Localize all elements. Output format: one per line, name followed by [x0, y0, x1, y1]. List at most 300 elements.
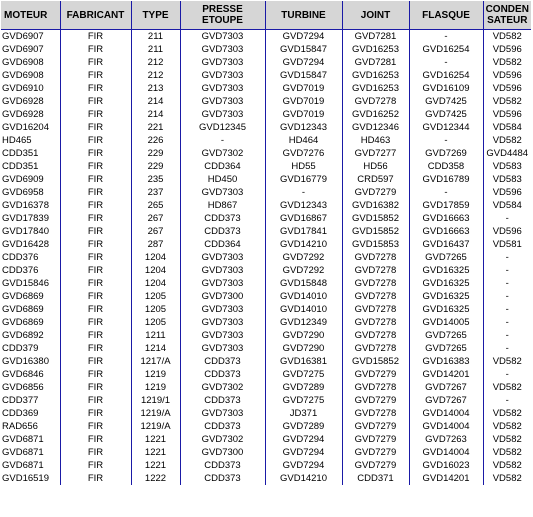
cell-type: 1204 — [131, 264, 180, 277]
cell-turbine: GVD7294 — [265, 56, 342, 69]
cell-type: 1222 — [131, 472, 180, 485]
cell-presse: CDD373 — [180, 459, 265, 472]
cell-moteur: GVD16378 — [2, 200, 50, 211]
cell-presse: GVD7302 — [180, 433, 265, 446]
cell-fabricant: FIR — [60, 264, 131, 277]
cell-presse: CDD373 — [180, 355, 265, 368]
cell-type: 1219/1 — [131, 394, 180, 407]
cell-fabricant: FIR — [60, 381, 131, 394]
cell-presse: GVD7303 — [180, 82, 265, 95]
cell-presse: CDD373 — [180, 368, 265, 381]
table-row — [1, 134, 531, 147]
cell-type: 267 — [131, 212, 180, 225]
cell-joint: GVD7278 — [342, 95, 409, 108]
cell-moteur: GVD6869 — [2, 304, 44, 315]
cell-turbine: GVD16381 — [265, 355, 342, 368]
cell-presse: GVD7300 — [180, 290, 265, 303]
parts-table — [1, 1, 531, 485]
column-header-presse — [180, 1, 265, 30]
column-header-type — [131, 1, 180, 30]
cell-presse: GVD7300 — [180, 446, 265, 459]
cell-presse: CDD373 — [180, 472, 265, 485]
cell-joint: GVD7278 — [342, 264, 409, 277]
cell-condensateur: VD596 — [483, 69, 531, 82]
cell-type: 226 — [131, 134, 180, 147]
cell-type: 1221 — [131, 459, 180, 472]
table-row — [1, 472, 531, 485]
cell-moteur: GVD6908 — [2, 70, 44, 81]
column-header-label: FABRICANT — [66, 9, 125, 21]
table-row — [1, 368, 531, 381]
cell-type: 213 — [131, 82, 180, 95]
cell-flasque: GVD7269 — [409, 147, 483, 160]
cell-fabricant: FIR — [60, 433, 131, 446]
cell-type: 1219/A — [131, 420, 180, 433]
table-row — [1, 95, 531, 108]
cell-type: 1221 — [131, 446, 180, 459]
cell-fabricant: FIR — [60, 134, 131, 147]
cell-turbine: GVD12343 — [265, 121, 342, 134]
cell-joint: GVD7279 — [342, 446, 409, 459]
cell-flasque: GVD12344 — [409, 121, 483, 134]
table-row — [1, 329, 531, 342]
cell-joint: GVD12346 — [342, 121, 409, 134]
column-header-label: CONDEN — [485, 4, 529, 15]
cell-fabricant: FIR — [60, 420, 131, 433]
table-row — [1, 264, 531, 277]
cell-fabricant: FIR — [60, 290, 131, 303]
cell-joint: GVD7279 — [342, 433, 409, 446]
cell-fabricant: FIR — [60, 30, 131, 44]
cell-turbine: GVD16867 — [265, 212, 342, 225]
cell-turbine: GVD7019 — [265, 82, 342, 95]
cell-presse: CDD364 — [180, 238, 265, 251]
cell-moteur: GVD17840 — [2, 226, 50, 237]
column-header-label: MOTEUR — [4, 9, 48, 21]
cell-condensateur: - — [483, 277, 531, 290]
cell-moteur: GVD6958 — [2, 187, 44, 198]
cell-condensateur: VD582 — [483, 459, 531, 472]
cell-type: 229 — [131, 147, 180, 160]
cell-joint: GVD7278 — [342, 251, 409, 264]
table-row — [1, 251, 531, 264]
cell-fabricant: FIR — [60, 407, 131, 420]
cell-turbine: GVD15848 — [265, 277, 342, 290]
cell-presse: GVD12345 — [180, 121, 265, 134]
cell-condensateur: VD596 — [483, 43, 531, 56]
cell-type: 1205 — [131, 316, 180, 329]
cell-presse: CDD364 — [180, 160, 265, 173]
cell-flasque: GVD7263 — [409, 433, 483, 446]
cell-turbine: GVD7289 — [265, 381, 342, 394]
cell-flasque: GVD16325 — [409, 277, 483, 290]
cell-moteur: CDD351 — [2, 148, 39, 159]
cell-fabricant: FIR — [60, 342, 131, 355]
cell-condensateur: VD584 — [483, 199, 531, 212]
cell-presse: GVD7303 — [180, 407, 265, 420]
table-row — [1, 446, 531, 459]
cell-flasque: GVD16383 — [409, 355, 483, 368]
table-row — [1, 277, 531, 290]
cell-joint: GVD16253 — [342, 43, 409, 56]
cell-condensateur: VD582 — [483, 56, 531, 69]
cell-moteur: GVD6907 — [2, 44, 44, 55]
cell-type: 212 — [131, 69, 180, 82]
cell-moteur: CDD377 — [2, 395, 39, 406]
cell-presse: CDD373 — [180, 420, 265, 433]
cell-joint: GVD15852 — [342, 355, 409, 368]
cell-moteur: GVD16428 — [2, 239, 50, 250]
cell-fabricant: FIR — [60, 355, 131, 368]
cell-type: 214 — [131, 108, 180, 121]
cell-flasque: GVD7425 — [409, 95, 483, 108]
cell-joint: GVD16253 — [342, 82, 409, 95]
table-row — [1, 173, 531, 186]
cell-flasque: GVD7265 — [409, 342, 483, 355]
cell-fabricant: FIR — [60, 69, 131, 82]
cell-turbine: GVD12349 — [265, 316, 342, 329]
cell-turbine: - — [265, 186, 342, 199]
cell-fabricant: FIR — [60, 147, 131, 160]
cell-turbine: GVD14210 — [265, 238, 342, 251]
cell-joint: GVD7278 — [342, 290, 409, 303]
table-row — [1, 420, 531, 433]
cell-moteur: GVD6846 — [2, 369, 44, 380]
cell-joint: GVD7279 — [342, 459, 409, 472]
cell-moteur: GVD6928 — [2, 96, 44, 107]
cell-joint: GVD16382 — [342, 199, 409, 212]
cell-condensateur: VD582 — [483, 381, 531, 394]
cell-flasque: CDD358 — [409, 160, 483, 173]
cell-moteur: GVD6856 — [2, 382, 44, 393]
cell-turbine: JD371 — [265, 407, 342, 420]
cell-joint: GVD7279 — [342, 368, 409, 381]
column-header-moteur — [1, 1, 60, 30]
table-row — [1, 56, 531, 69]
cell-joint: CRD597 — [342, 173, 409, 186]
cell-type: 1205 — [131, 290, 180, 303]
table-row — [1, 199, 531, 212]
cell-presse: GVD7303 — [180, 316, 265, 329]
cell-fabricant: FIR — [60, 251, 131, 264]
cell-joint: GVD16253 — [342, 69, 409, 82]
cell-condensateur: - — [483, 368, 531, 381]
cell-condensateur: - — [483, 394, 531, 407]
cell-condensateur: - — [483, 212, 531, 225]
cell-turbine: GVD7292 — [265, 264, 342, 277]
cell-turbine: GVD14210 — [265, 472, 342, 485]
cell-joint: GVD7278 — [342, 329, 409, 342]
cell-condensateur: - — [483, 290, 531, 303]
cell-moteur: GVD6909 — [2, 174, 44, 185]
cell-turbine: GVD7290 — [265, 329, 342, 342]
cell-joint: GVD7279 — [342, 394, 409, 407]
cell-type: 1219 — [131, 381, 180, 394]
cell-turbine: GVD7290 — [265, 342, 342, 355]
cell-type: 237 — [131, 186, 180, 199]
cell-moteur: GVD6892 — [2, 330, 44, 341]
table-row — [1, 342, 531, 355]
cell-flasque: GVD14201 — [409, 472, 483, 485]
cell-turbine: GVD7289 — [265, 420, 342, 433]
cell-type: 1219 — [131, 368, 180, 381]
table-row — [1, 407, 531, 420]
cell-type: 221 — [131, 121, 180, 134]
cell-fabricant: FIR — [60, 316, 131, 329]
cell-fabricant: FIR — [60, 225, 131, 238]
table-row — [1, 108, 531, 121]
cell-moteur: GVD6871 — [2, 447, 44, 458]
cell-flasque: GVD7265 — [409, 329, 483, 342]
cell-type: 1204 — [131, 251, 180, 264]
cell-flasque: GVD16325 — [409, 303, 483, 316]
cell-condensateur: VD596 — [483, 186, 531, 199]
cell-joint: GVD7279 — [342, 420, 409, 433]
cell-fabricant: FIR — [60, 459, 131, 472]
cell-joint: GVD7277 — [342, 147, 409, 160]
table-row — [1, 316, 531, 329]
cell-condensateur: - — [483, 264, 531, 277]
cell-joint: GVD7278 — [342, 303, 409, 316]
cell-joint: GVD7278 — [342, 381, 409, 394]
cell-moteur: GVD16380 — [2, 356, 50, 367]
cell-presse: HD867 — [180, 199, 265, 212]
cell-condensateur: - — [483, 316, 531, 329]
cell-fabricant: FIR — [60, 43, 131, 56]
cell-presse: - — [180, 134, 265, 147]
cell-moteur: GVD6869 — [2, 291, 44, 302]
cell-presse: GVD7303 — [180, 43, 265, 56]
column-header-label: ETOUPE — [202, 15, 243, 26]
column-header-label: PRESSE — [202, 4, 243, 15]
cell-moteur: CDD351 — [2, 161, 39, 172]
cell-moteur: GVD17839 — [2, 213, 50, 224]
cell-fabricant: FIR — [60, 472, 131, 485]
cell-fabricant: FIR — [60, 277, 131, 290]
column-header-flasque — [409, 1, 483, 30]
cell-turbine: GVD15847 — [265, 43, 342, 56]
column-header-label: TYPE — [142, 9, 169, 21]
cell-type: 1221 — [131, 433, 180, 446]
cell-joint: GVD7278 — [342, 342, 409, 355]
cell-fabricant: FIR — [60, 446, 131, 459]
cell-turbine: GVD7019 — [265, 95, 342, 108]
cell-flasque: GVD16663 — [409, 225, 483, 238]
cell-condensateur: VD582 — [483, 30, 531, 44]
cell-presse: GVD7303 — [180, 264, 265, 277]
column-header-label: TURBINE — [281, 9, 326, 21]
cell-flasque: GVD7267 — [409, 394, 483, 407]
cell-type: 235 — [131, 173, 180, 186]
cell-fabricant: FIR — [60, 173, 131, 186]
cell-flasque: GVD16789 — [409, 173, 483, 186]
cell-condensateur: VD584 — [483, 121, 531, 134]
cell-joint: GVD16252 — [342, 108, 409, 121]
cell-moteur: GVD6907 — [2, 31, 44, 42]
cell-condensateur: - — [483, 329, 531, 342]
cell-condensateur: - — [483, 303, 531, 316]
table-row — [1, 238, 531, 251]
cell-condensateur: VD596 — [483, 108, 531, 121]
cell-presse: GVD7303 — [180, 95, 265, 108]
cell-presse: GVD7303 — [180, 186, 265, 199]
table-row — [1, 212, 531, 225]
cell-condensateur: - — [483, 342, 531, 355]
cell-moteur: HD465 — [2, 135, 32, 146]
cell-joint: GVD7281 — [342, 56, 409, 69]
cell-turbine: GVD7276 — [265, 147, 342, 160]
cell-turbine: GVD7275 — [265, 368, 342, 381]
cell-joint: GVD7278 — [342, 277, 409, 290]
cell-condensateur: VD596 — [483, 225, 531, 238]
cell-condensateur: VD582 — [483, 420, 531, 433]
cell-turbine: GVD7019 — [265, 108, 342, 121]
cell-turbine: GVD7294 — [265, 30, 342, 44]
cell-type: 1214 — [131, 342, 180, 355]
cell-condensateur: VD596 — [483, 82, 531, 95]
cell-presse: GVD7303 — [180, 329, 265, 342]
cell-flasque: GVD16437 — [409, 238, 483, 251]
cell-presse: GVD7303 — [180, 342, 265, 355]
column-header-joint — [342, 1, 409, 30]
table-row — [1, 147, 531, 160]
cell-fabricant: FIR — [60, 303, 131, 316]
cell-type: 265 — [131, 199, 180, 212]
cell-turbine: GVD7294 — [265, 459, 342, 472]
cell-joint: GVD7279 — [342, 186, 409, 199]
cell-fabricant: FIR — [60, 95, 131, 108]
cell-flasque: GVD16663 — [409, 212, 483, 225]
column-header-fabricant — [60, 1, 131, 30]
cell-presse: CDD373 — [180, 225, 265, 238]
cell-condensateur: VD582 — [483, 433, 531, 446]
cell-turbine: GVD16779 — [265, 173, 342, 186]
cell-joint: HD463 — [342, 134, 409, 147]
cell-turbine: GVD14010 — [265, 290, 342, 303]
cell-fabricant: FIR — [60, 199, 131, 212]
column-header-condensateur — [483, 1, 531, 30]
cell-moteur: GVD6928 — [2, 109, 44, 120]
header-row — [1, 1, 531, 30]
cell-turbine: GVD7275 — [265, 394, 342, 407]
cell-flasque: GVD16325 — [409, 264, 483, 277]
cell-flasque: GVD14201 — [409, 368, 483, 381]
cell-joint: CDD371 — [342, 472, 409, 485]
table-row — [1, 121, 531, 134]
cell-moteur: RAD656 — [2, 421, 38, 432]
cell-type: 1217/A — [131, 355, 180, 368]
cell-flasque: GVD16325 — [409, 290, 483, 303]
cell-flasque: GVD14004 — [409, 420, 483, 433]
cell-condensateur: GVD4484 — [483, 147, 531, 160]
cell-type: 267 — [131, 225, 180, 238]
cell-joint: GVD15853 — [342, 238, 409, 251]
cell-turbine: GVD7294 — [265, 446, 342, 459]
cell-flasque: - — [409, 134, 483, 147]
cell-flasque: GVD16254 — [409, 69, 483, 82]
cell-moteur: CDD376 — [2, 265, 39, 276]
cell-flasque: GVD7265 — [409, 251, 483, 264]
cell-presse: GVD7303 — [180, 56, 265, 69]
cell-condensateur: VD582 — [483, 472, 531, 485]
cell-presse: GVD7302 — [180, 381, 265, 394]
cell-condensateur: VD582 — [483, 446, 531, 459]
cell-condensateur: VD582 — [483, 355, 531, 368]
cell-condensateur: VD582 — [483, 134, 531, 147]
cell-flasque: GVD14005 — [409, 316, 483, 329]
cell-flasque: - — [409, 56, 483, 69]
cell-turbine: GVD15847 — [265, 69, 342, 82]
cell-flasque: GVD16254 — [409, 43, 483, 56]
table-row — [1, 355, 531, 368]
table-row — [1, 160, 531, 173]
cell-flasque: GVD14004 — [409, 407, 483, 420]
cell-fabricant: FIR — [60, 394, 131, 407]
cell-turbine: GVD7292 — [265, 251, 342, 264]
cell-fabricant: FIR — [60, 368, 131, 381]
column-header-label: SATEUR — [487, 15, 528, 26]
table-row — [1, 43, 531, 56]
cell-type: 211 — [131, 30, 180, 44]
cell-type: 1219/A — [131, 407, 180, 420]
cell-turbine: HD55 — [265, 160, 342, 173]
table-row — [1, 459, 531, 472]
cell-flasque: - — [409, 186, 483, 199]
cell-flasque: GVD7267 — [409, 381, 483, 394]
cell-joint: GVD15852 — [342, 212, 409, 225]
column-header-label: FLASQUE — [422, 9, 470, 21]
cell-fabricant: FIR — [60, 186, 131, 199]
cell-presse: GVD7302 — [180, 147, 265, 160]
cell-condensateur: - — [483, 251, 531, 264]
cell-type: 1204 — [131, 277, 180, 290]
cell-joint: GVD7281 — [342, 30, 409, 44]
table-row — [1, 82, 531, 95]
cell-condensateur: VD581 — [483, 238, 531, 251]
cell-fabricant: FIR — [60, 108, 131, 121]
cell-presse: GVD7303 — [180, 108, 265, 121]
cell-fabricant: FIR — [60, 212, 131, 225]
cell-fabricant: FIR — [60, 160, 131, 173]
cell-type: 212 — [131, 56, 180, 69]
cell-moteur: GVD16519 — [2, 473, 50, 484]
table-row — [1, 30, 531, 44]
cell-type: 211 — [131, 43, 180, 56]
cell-fabricant: FIR — [60, 329, 131, 342]
cell-presse: GVD7303 — [180, 30, 265, 44]
cell-flasque: GVD16023 — [409, 459, 483, 472]
cell-condensateur: VD582 — [483, 407, 531, 420]
cell-presse: GVD7303 — [180, 69, 265, 82]
cell-flasque: - — [409, 30, 483, 44]
cell-moteur: GVD15846 — [2, 278, 50, 289]
table-row — [1, 394, 531, 407]
cell-type: 1205 — [131, 303, 180, 316]
cell-moteur: GVD16204 — [2, 122, 50, 133]
cell-moteur: GVD6910 — [2, 83, 44, 94]
cell-turbine: GVD14010 — [265, 303, 342, 316]
cell-fabricant: FIR — [60, 56, 131, 69]
cell-joint: GVD15852 — [342, 225, 409, 238]
cell-presse: CDD373 — [180, 394, 265, 407]
cell-moteur: CDD379 — [2, 343, 39, 354]
cell-moteur: CDD369 — [2, 408, 39, 419]
cell-condensateur: VD582 — [483, 95, 531, 108]
cell-moteur: CDD376 — [2, 252, 39, 263]
table-row — [1, 69, 531, 82]
table-row — [1, 290, 531, 303]
cell-presse: HD450 — [180, 173, 265, 186]
